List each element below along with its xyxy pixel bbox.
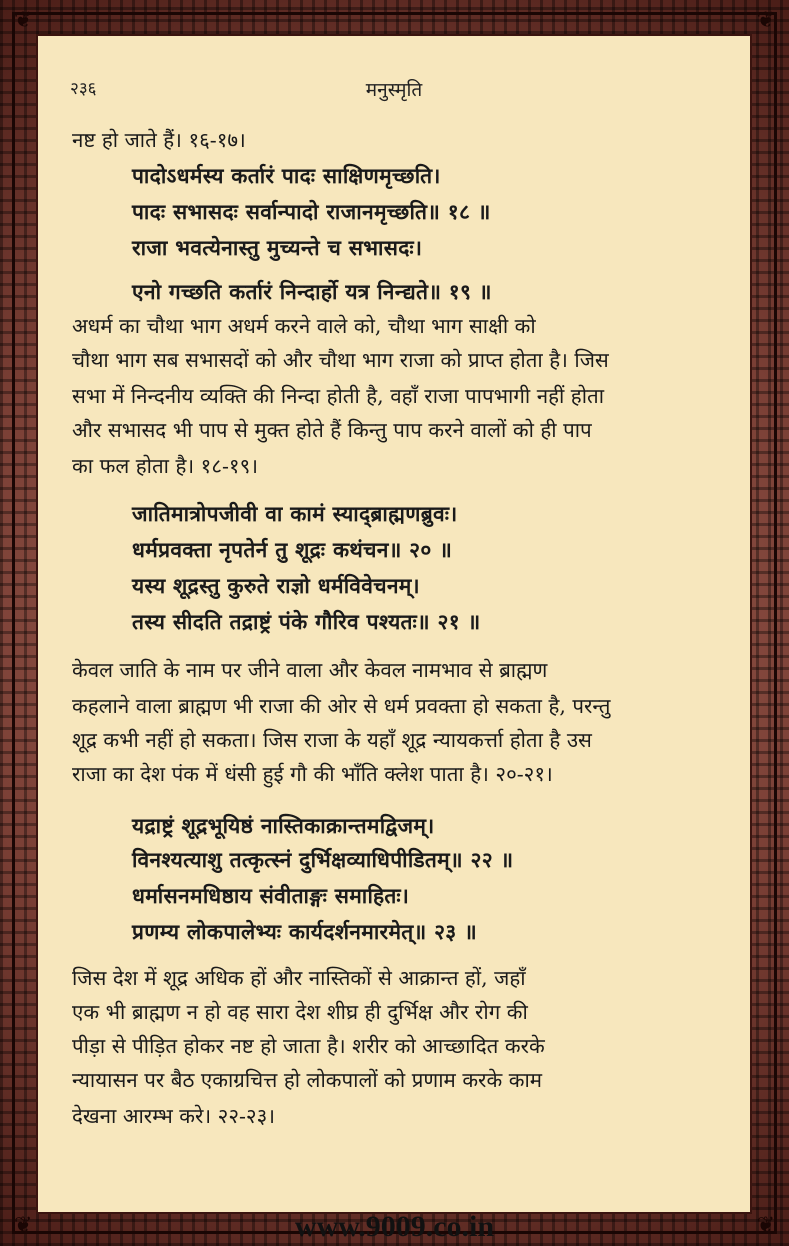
verse-line: पादोऽधर्मस्य कर्तारं पादः साक्षिणमृच्छति।: [132, 163, 441, 188]
prose-line: चौथा भाग सब सभासदों को और चौथा भाग राजा को प्राप्त होता है। जिस: [72, 348, 609, 372]
verse-line: विनश्यत्याशु तत्कृत्स्नं दुर्भिक्षव्याधिपीडितम्॥ २२ ॥: [132, 847, 514, 872]
prose-line: जिस देश में शूद्र अधिक हों और नास्तिकों से आक्रान्त हों, जहाँ: [72, 966, 526, 990]
verse-line: यद्राष्ट्रं शूद्रभूयिष्ठं नास्तिकाक्रान्तमद्विजम्।: [132, 813, 435, 838]
prose-line: एक भी ब्राह्मण न हो वह सारा देश शीघ्र ही दुर्भिक्ष और रोग की: [72, 1000, 528, 1024]
prose-line: और सभासद भी पाप से मुक्त होते हैं किन्तु पाप करने वालों को ही पाप: [72, 418, 592, 442]
verse-line: तस्य सीदति तद्राष्ट्रं पंके गौरिव पश्यतः॥ २१ ॥: [132, 609, 481, 634]
verse-line: धर्मासनमधिष्ठाय संवीताङ्गः समाहितः।: [132, 883, 410, 908]
verse-line: प्रणम्य लोकपालेभ्यः कार्यदर्शनमारमेत्॥ २३ ॥: [132, 919, 477, 944]
scroll-ornament-icon: ❦: [14, 1213, 33, 1238]
page-title: मनुस्मृति: [365, 79, 423, 101]
verse-line: यस्य शूद्रस्तु कुरुते राज्ञो धर्मविवेचनम्।: [132, 573, 420, 598]
verse-line: एनो गच्छति कर्तारं निन्दार्हो यत्र निन्द्यते॥ १९ ॥: [132, 279, 492, 304]
prose-line: केवल जाति के नाम पर जीने वाला और केवल नामभाव से ब्राह्मण: [72, 658, 548, 682]
book-page: [36, 34, 752, 1214]
prose-line: सभा में निन्दनीय व्यक्ति की निन्दा होती है, वहाँ राजा पापभागी नहीं होता: [72, 384, 605, 408]
scroll-ornament-icon: ❦: [14, 8, 33, 33]
verse-line: जातिमात्रोपजीवी वा कामं स्याद्ब्राह्मणब्रुवः।: [132, 501, 458, 526]
prose-line: देखना आरम्भ करे। २२-२३।: [72, 1104, 276, 1128]
prose-line: पीड़ा से पीड़ित होकर नष्ट हो जाता है। शरीर को आच्छादित करके: [72, 1034, 545, 1058]
prose-line: का फल होता है। १८-१९।: [72, 454, 259, 478]
page-number: २३६: [70, 79, 97, 99]
prose-line: न्यायासन पर बैठ एकाग्रचित्त हो लोकपालों को प्रणाम करके काम: [72, 1068, 543, 1092]
scroll-ornament-icon: ❦: [756, 1213, 775, 1238]
scroll-ornament-icon: ❦: [756, 8, 775, 33]
prose-line: शूद्र कभी नहीं हो सकता। जिस राजा के यहाँ शूद्र न्यायकर्त्ता होता है उस: [72, 728, 592, 752]
site-url: www.9009.co.in: [294, 1210, 495, 1243]
prose-line: अधर्म का चौथा भाग अधर्म करने वाले को, चौथा भाग साक्षी को: [72, 314, 536, 338]
verse-line: राजा भवत्येनास्तु मुच्यन्ते च सभासदः।: [132, 235, 423, 260]
verse-line: धर्मप्रवक्ता नृपतेर्न तु शूद्रः कथंचन॥ २० ॥: [132, 537, 453, 562]
prose-line: कहलाने वाला ब्राह्मण भी राजा की ओर से धर्म प्रवक्ता हो सकता है, परन्तु: [72, 694, 611, 718]
prose-line: राजा का देश पंक में धंसी हुई गौ की भाँति क्लेश पाता है। २०-२१।: [72, 762, 553, 786]
prose-line: नष्ट हो जाते हैं। १६-१७।: [72, 128, 246, 152]
verse-line: पादः सभासदः सर्वान्पादो राजानमृच्छति॥ १८ ॥: [132, 199, 491, 224]
